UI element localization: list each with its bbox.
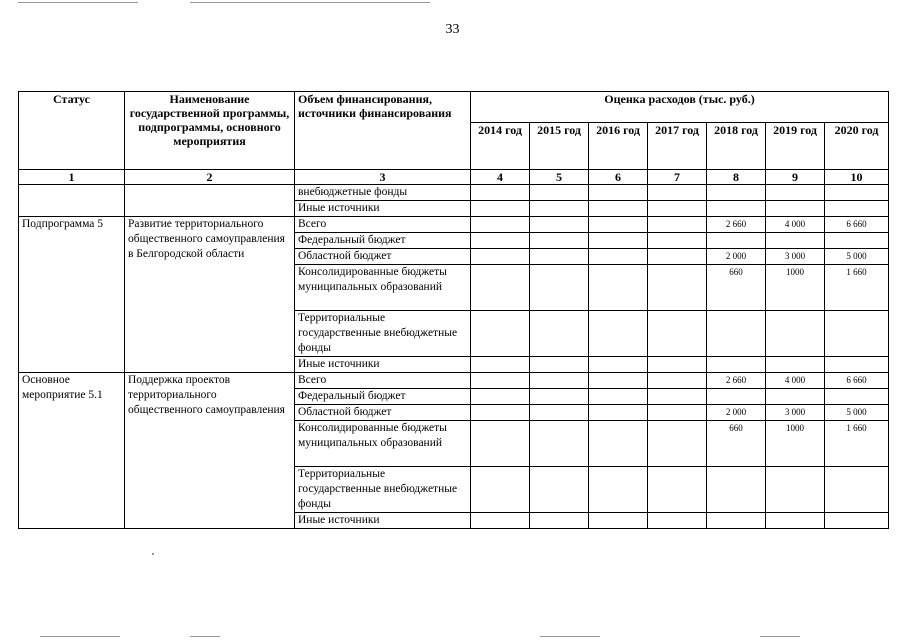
- value-cell: [589, 513, 648, 529]
- value-cell: [825, 467, 889, 513]
- header-year: 2019 год: [766, 123, 825, 170]
- column-number: 7: [648, 170, 707, 185]
- value-cell: [589, 389, 648, 405]
- value-cell: [589, 185, 648, 201]
- value-cell: [471, 249, 530, 265]
- value-cell: [648, 467, 707, 513]
- value-cell: [648, 389, 707, 405]
- status-cell-empty: [19, 185, 125, 217]
- value-cell: 1 660: [825, 421, 889, 467]
- value-cell: [648, 357, 707, 373]
- header-name: Наименование государственной программы, подпрограммы, основного мероприятия: [125, 92, 295, 170]
- value-cell: [648, 311, 707, 357]
- value-cell: [825, 185, 889, 201]
- value-cell: 6 660: [825, 373, 889, 389]
- value-cell: 1000: [766, 421, 825, 467]
- value-cell: [648, 185, 707, 201]
- column-number: 9: [766, 170, 825, 185]
- column-number: 5: [530, 170, 589, 185]
- value-cell: 1000: [766, 265, 825, 311]
- value-cell: 3 000: [766, 405, 825, 421]
- value-cell: [648, 405, 707, 421]
- budget-table: [18, 91, 889, 529]
- source-cell: Иные источники: [295, 513, 471, 529]
- value-cell: [766, 185, 825, 201]
- scan-speck: [152, 553, 154, 555]
- header-year: 2018 год: [707, 123, 766, 170]
- status-cell: Подпрограмма 5: [19, 217, 125, 373]
- value-cell: [707, 311, 766, 357]
- value-cell: 2 000: [707, 249, 766, 265]
- value-cell: [589, 373, 648, 389]
- value-cell: [648, 421, 707, 467]
- value-cell: [471, 357, 530, 373]
- column-number: 2: [125, 170, 295, 185]
- value-cell: [766, 201, 825, 217]
- value-cell: 1 660: [825, 265, 889, 311]
- program-name-cell: Поддержка проектов территориального общественного самоуправления: [125, 373, 295, 529]
- value-cell: [530, 357, 589, 373]
- table-row: [19, 217, 889, 233]
- source-cell: Территориальные государственные внебюджетные фонды: [295, 467, 471, 513]
- value-cell: [589, 357, 648, 373]
- value-cell: [530, 201, 589, 217]
- value-cell: [530, 373, 589, 389]
- value-cell: [707, 357, 766, 373]
- value-cell: [471, 265, 530, 311]
- value-cell: 660: [707, 421, 766, 467]
- value-cell: 660: [707, 265, 766, 311]
- header-year: 2015 год: [530, 123, 589, 170]
- source-cell: Областной бюджет: [295, 405, 471, 421]
- value-cell: [530, 467, 589, 513]
- value-cell: [589, 467, 648, 513]
- value-cell: [648, 373, 707, 389]
- value-cell: [589, 233, 648, 249]
- value-cell: [707, 233, 766, 249]
- value-cell: [707, 467, 766, 513]
- value-cell: [530, 421, 589, 467]
- value-cell: [707, 513, 766, 529]
- header-estimate: Оценка расходов (тыс. руб.): [471, 92, 889, 123]
- source-cell: Иные источники: [295, 357, 471, 373]
- value-cell: [471, 217, 530, 233]
- value-cell: [825, 201, 889, 217]
- value-cell: [648, 217, 707, 233]
- value-cell: [471, 311, 530, 357]
- source-cell: Всего: [295, 373, 471, 389]
- value-cell: [648, 233, 707, 249]
- scan-edge-top: [18, 2, 138, 3]
- value-cell: [471, 233, 530, 249]
- name-cell-empty: [125, 185, 295, 217]
- value-cell: [471, 467, 530, 513]
- value-cell: [648, 513, 707, 529]
- status-cell: Основное мероприятие 5.1: [19, 373, 125, 529]
- scan-edge-bottom: [40, 636, 120, 637]
- value-cell: [707, 185, 766, 201]
- value-cell: [825, 233, 889, 249]
- column-numbers-row: [19, 170, 889, 185]
- source-cell: Областной бюджет: [295, 249, 471, 265]
- value-cell: 5 000: [825, 249, 889, 265]
- value-cell: [766, 311, 825, 357]
- column-number: 10: [825, 170, 889, 185]
- column-number: 3: [295, 170, 471, 185]
- value-cell: [766, 467, 825, 513]
- value-cell: [589, 421, 648, 467]
- value-cell: 6 660: [825, 217, 889, 233]
- value-cell: [766, 513, 825, 529]
- column-number: 1: [19, 170, 125, 185]
- value-cell: [766, 389, 825, 405]
- value-cell: [589, 201, 648, 217]
- scan-edge-bottom: [760, 636, 800, 637]
- header-year: 2014 год: [471, 123, 530, 170]
- value-cell: [648, 249, 707, 265]
- value-cell: [825, 357, 889, 373]
- value-cell: [648, 201, 707, 217]
- scan-edge-bottom: [190, 636, 220, 637]
- value-cell: [471, 373, 530, 389]
- table-body: [19, 185, 889, 529]
- value-cell: [825, 513, 889, 529]
- value-cell: [530, 249, 589, 265]
- column-number: 4: [471, 170, 530, 185]
- header-status: Статус: [19, 92, 125, 170]
- value-cell: [825, 389, 889, 405]
- header-year: 2017 год: [648, 123, 707, 170]
- value-cell: [471, 389, 530, 405]
- value-cell: 5 000: [825, 405, 889, 421]
- value-cell: 2 660: [707, 217, 766, 233]
- value-cell: [589, 217, 648, 233]
- value-cell: [589, 311, 648, 357]
- value-cell: [707, 389, 766, 405]
- value-cell: [589, 265, 648, 311]
- value-cell: [530, 311, 589, 357]
- scan-edge-bottom: [540, 636, 600, 637]
- header-year: 2020 год: [825, 123, 889, 170]
- table-row: [19, 373, 889, 389]
- value-cell: [530, 185, 589, 201]
- scan-edge-top: [190, 2, 430, 3]
- value-cell: 4 000: [766, 217, 825, 233]
- value-cell: 2 660: [707, 373, 766, 389]
- value-cell: [530, 265, 589, 311]
- source-cell: Консолидированные бюджеты муниципальных образований: [295, 421, 471, 467]
- header-year: 2016 год: [589, 123, 648, 170]
- value-cell: [825, 311, 889, 357]
- value-cell: 2 000: [707, 405, 766, 421]
- page-number: 33: [445, 22, 460, 37]
- value-cell: 3 000: [766, 249, 825, 265]
- value-cell: [530, 513, 589, 529]
- source-cell: Иные источники: [295, 201, 471, 217]
- value-cell: [589, 249, 648, 265]
- value-cell: [471, 513, 530, 529]
- source-cell: Всего: [295, 217, 471, 233]
- source-cell: Территориальные государственные внебюджетные фонды: [295, 311, 471, 357]
- value-cell: [530, 389, 589, 405]
- source-cell: Консолидированные бюджеты муниципальных образований: [295, 265, 471, 311]
- source-cell: Федеральный бюджет: [295, 233, 471, 249]
- value-cell: [530, 217, 589, 233]
- value-cell: [648, 265, 707, 311]
- header-row: [19, 92, 889, 123]
- value-cell: [589, 405, 648, 421]
- column-number: 6: [589, 170, 648, 185]
- table-row: [19, 185, 889, 201]
- value-cell: [766, 233, 825, 249]
- header-volume: Объем финансирования, источники финансирования: [295, 92, 471, 170]
- value-cell: [530, 405, 589, 421]
- source-cell: Федеральный бюджет: [295, 389, 471, 405]
- value-cell: [471, 201, 530, 217]
- value-cell: [766, 357, 825, 373]
- value-cell: [471, 421, 530, 467]
- value-cell: [471, 405, 530, 421]
- value-cell: [471, 185, 530, 201]
- value-cell: [530, 233, 589, 249]
- source-cell: внебюджетные фонды: [295, 185, 471, 201]
- value-cell: [707, 201, 766, 217]
- column-number: 8: [707, 170, 766, 185]
- value-cell: 4 000: [766, 373, 825, 389]
- program-name-cell: Развитие территориального общественного самоуправления в Белгородской области: [125, 217, 295, 373]
